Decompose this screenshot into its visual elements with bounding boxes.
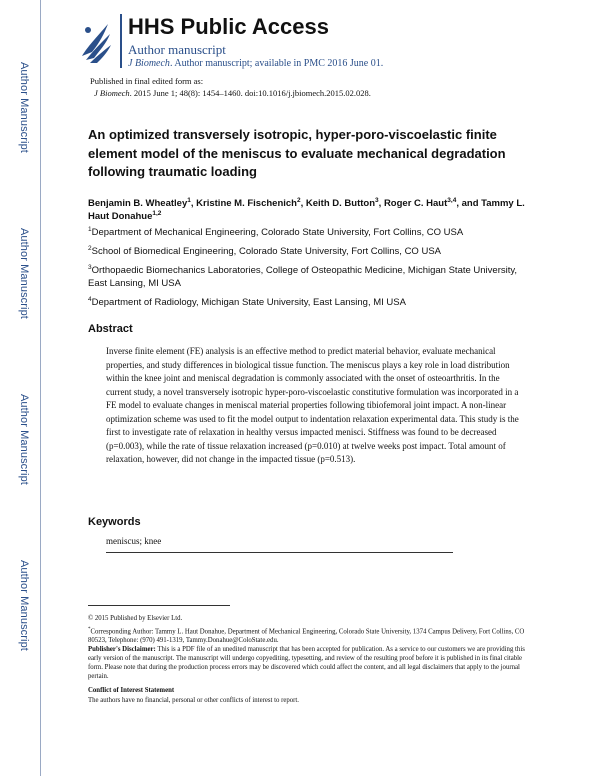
sidebar-author-manuscript-label: Author Manuscript [18, 228, 30, 319]
author-affiliation-mark: 3,4 [447, 196, 457, 204]
author-separator: , [300, 198, 306, 209]
conflict-text: The authors have no financial, personal or other conflicts of interest to report. [88, 697, 300, 704]
affiliation-text: School of Biomedical Engineering, Colorado State University, Fort Collins, CO USA [91, 246, 441, 257]
affiliation [88, 226, 528, 239]
hhs-eagle-logo-icon [78, 16, 114, 66]
author-separator: , [378, 198, 384, 209]
author-separator: , [190, 198, 197, 209]
affiliation-number: 2 [88, 244, 92, 252]
author-affiliation-mark: 1,2 [152, 209, 162, 217]
disclaimer-label: Publisher's Disclaimer: [88, 646, 156, 653]
published-label: Published in final edited form as: [90, 76, 204, 86]
affiliation-number: 1 [88, 225, 92, 233]
affiliation [88, 264, 528, 290]
author-affiliation-mark: 2 [296, 196, 301, 204]
citation-line [94, 88, 371, 99]
margin-divider [40, 0, 41, 776]
author-manuscript-subtitle: Author manuscript [128, 42, 226, 57]
sidebar-author-manuscript-label: Author Manuscript [18, 394, 30, 485]
corresponding-mark: * [88, 627, 91, 632]
sidebar-author-manuscript-label: Author Manuscript [18, 560, 30, 651]
header-divider [120, 14, 122, 68]
affiliation-text: Department of Mechanical Engineering, Colorado State University, Fort Collins, CO USA [91, 227, 464, 238]
author-name: Keith D. Button [305, 198, 376, 209]
affiliation-number: 3 [88, 263, 92, 271]
author-name: Kristine M. Fischenich [196, 198, 297, 209]
author-name: Benjamin B. Wheatley [88, 198, 188, 209]
footnote-divider [88, 605, 230, 606]
citation-journal: J Biomech [94, 88, 130, 98]
journal-availability [128, 58, 383, 69]
journal-name: J Biomech [128, 58, 170, 69]
hhs-public-access-title: HHS Public Access [128, 14, 329, 39]
affiliation-text: Orthopaedic Biomechanics Laboratories, College of Osteopathic Medicine, Michigan State University, East Lansing, MI USA [88, 265, 518, 289]
author-affiliation-mark: 1 [187, 196, 191, 204]
availability-text: . Author manuscript; available in PMC 2016 June 01. [169, 58, 384, 69]
corresponding-text: Corresponding Author: Tammy L. Haut Donahue, Department of Mechanical Engineering, Colorado State University, 1374 Campus Delivery, Fort Collins, CO 80523, Telephone: (970) 491-1319, Tammy.Donahue@ColoState.edu. [88, 628, 525, 645]
publisher-disclaimer [88, 645, 528, 681]
affiliation [88, 245, 528, 258]
affiliation-number: 4 [88, 295, 92, 303]
conflict-heading-text: Conflict of Interest Statement [88, 687, 175, 694]
citation-text: . 2015 June 1; 48(8): 1454–1460. doi:10.1016/j.jbiomech.2015.02.028. [129, 88, 371, 98]
author-separator: , and [456, 198, 482, 209]
paper-title: An optimized transversely isotropic, hyper-poro-viscoelastic finite element model of the meniscus to evaluate mechanical degradation following traumatic loading [88, 127, 506, 179]
copyright-notice: © 2015 Published by Elsevier Ltd. [88, 615, 183, 622]
affiliation-text: Department of Radiology, Michigan State University, East Lansing, MI USA [91, 297, 406, 308]
keywords-heading: Keywords [88, 516, 141, 528]
author-affiliation-mark: 3 [375, 196, 379, 204]
author-name: Roger C. Haut [383, 198, 448, 209]
keywords-divider [106, 552, 453, 553]
disclaimer-text: This is a PDF file of an unedited manuscript that has been accepted for publication. As a service to our customers we are providing this early version of the manuscript. The manuscript will undergo copyediting, typesetting, and review of the resulting proof before it is published in its final citable form. Please note that during the production process errors may be discovered which could affect the content, and all legal disclaimers that apply to the journal pertain. [88, 646, 525, 680]
author-list [88, 197, 528, 223]
corresponding-author-note [88, 625, 528, 645]
keywords-list: meniscus; knee [106, 536, 162, 546]
conflict-heading [88, 686, 528, 695]
affiliation [88, 296, 528, 309]
abstract-heading: Abstract [88, 323, 133, 335]
abstract-body: Inverse finite element (FE) analysis is an effective method to predict material behavior, evaluate mechanical properties, and study differences in biological tissue function. The meniscus plays a key role in load distribution within the knee joint and meniscal degradation is commonly associated with the onset of osteoarthritis. In the current study, a novel transversely isotropic hyper-poro-viscoelastic constitutive formulation was incorporated in a FE model to evaluate changes in meniscal material properties following tibiofemoral joint impact. A non-linear optimization scheme was used to fit the model output to indentation relaxation experimental data. This study is the first to investigate rate of relaxation in healthy versus impacted menisci. Stiffness was found to be decreased (p=0.003), while the rate of tissue relaxation increased (p=0.010) at twelve weeks post impact. Total amount of relaxation, however, did not change in the impacted tissue (p=0.513). [106, 346, 519, 464]
author-name: Tammy L. Haut Donahue [88, 198, 525, 222]
sidebar-author-manuscript-label: Author Manuscript [18, 62, 30, 153]
